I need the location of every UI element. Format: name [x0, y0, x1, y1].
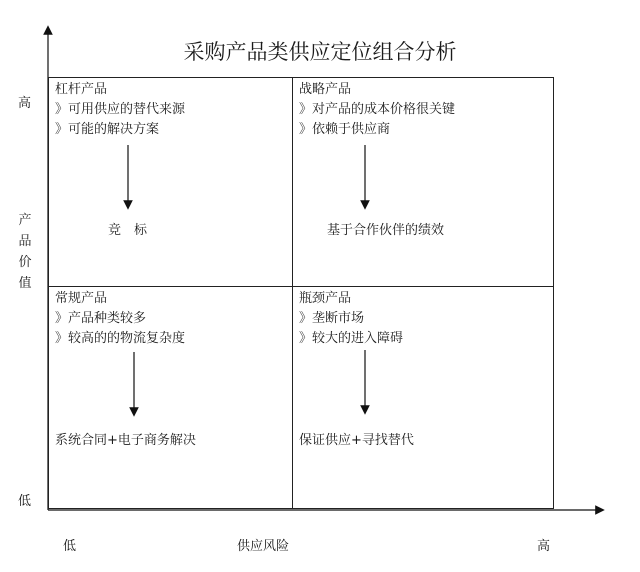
quadrant-bottleneck — [299, 289, 403, 349]
quadrant-bottleneck-title: 瓶颈产品 — [299, 291, 352, 306]
x-axis-high-label: 高 — [537, 539, 551, 554]
quadrant-leverage-item: 》可能的解决方案 — [55, 122, 160, 137]
quadrant-routine-title: 常规产品 — [55, 291, 108, 306]
quadrant-routine-item: 》较高的的物流复杂度 — [55, 331, 186, 346]
quadrant-strategic-title: 战略产品 — [299, 82, 352, 97]
diagram-title: 采购产品类供应定位组合分析 — [183, 40, 457, 64]
grid-vertical-divider — [292, 77, 293, 509]
quadrant-leverage-item: 》可用供应的替代来源 — [55, 102, 186, 117]
quadrant-bottleneck-item: 》垄断市场 — [299, 311, 365, 326]
quadrant-bottleneck-item: 》较大的进入障碍 — [299, 331, 404, 346]
quadrant-strategic-item: 》依赖于供应商 — [299, 122, 391, 137]
quadrant-routine-result: 系统合同+电子商务解决 — [55, 433, 196, 448]
quadrant-routine-item: 》产品种类较多 — [55, 311, 147, 326]
quadrant-leverage — [55, 80, 185, 140]
y-axis-low-label: 低 — [18, 494, 32, 509]
x-axis-low-label: 低 — [63, 539, 77, 554]
y-axis-title: 产品价值 — [18, 213, 32, 291]
grid-horizontal-divider — [48, 286, 554, 287]
quadrant-strategic-result: 基于合作伙伴的绩效 — [327, 223, 445, 238]
quadrant-routine — [55, 289, 185, 349]
quadrant-leverage-result: 竞 标 — [108, 223, 148, 238]
quadrant-leverage-title: 杠杆产品 — [55, 82, 108, 97]
quadrant-strategic-item: 》对产品的成本价格很关键 — [299, 102, 456, 117]
y-axis-high-label: 高 — [18, 96, 32, 111]
quadrant-strategic — [299, 80, 455, 140]
quadrant-bottleneck-result: 保证供应+寻找替代 — [299, 433, 414, 448]
x-axis-title: 供应风险 — [237, 539, 290, 554]
